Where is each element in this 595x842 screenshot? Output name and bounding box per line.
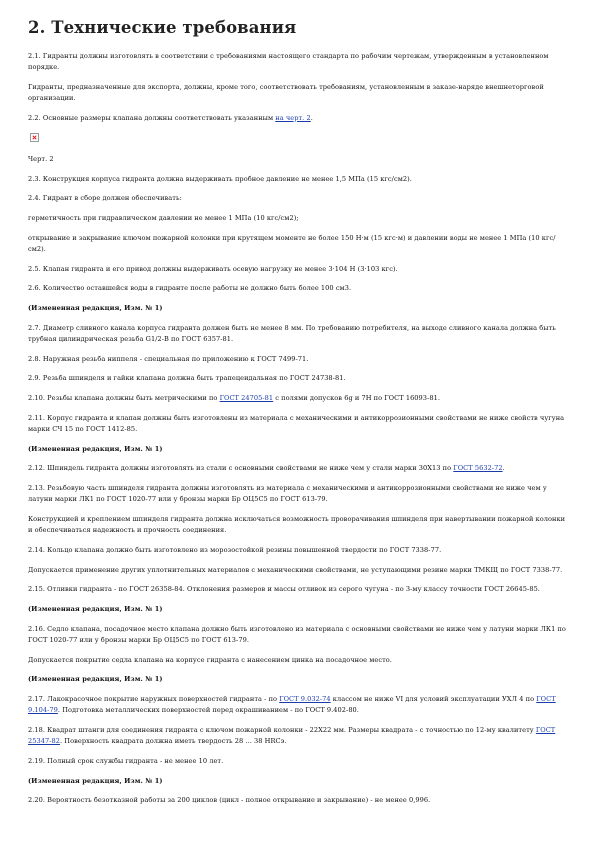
amendment-note: (Измененная редакция, Изм. № 1) [28, 444, 163, 453]
paragraph: 2.15. Отливки гидранта - по ГОСТ 26358-84. Отклонения размеров и массы отливок из серого чугуна - по 3-му классу точности ГОСТ 26645-85. [28, 585, 540, 594]
paragraph: Допускается применение других уплотнительных материалов с механическими свойствами, не уступающими резине марки ТМКЩ по ГОСТ 7338-77. [28, 565, 563, 574]
amendment-note: (Измененная редакция, Изм. № 1) [28, 605, 163, 614]
paragraph: 2.19. Полный срок службы гидранта - не менее 10 лет. [28, 756, 224, 765]
paragraph: 2.11. Корпус гидранта и клапан должны быть изготовлены из материала с механическими и антикоррозионными свойствами не ниже свойств чугуна марки СЧ 15 по ГОСТ 1412-85. [28, 413, 565, 434]
amendment-note: (Измененная редакция, Изм. № 1) [28, 675, 163, 684]
figure-caption: Черт. 2 [28, 155, 54, 164]
gost-link[interactable]: ГОСТ 9.104-79 [28, 695, 556, 715]
paragraph-text: 2.18. Квадрат штанги для соединения гидранта с ключом пожарной колонки - 22Х22 мм. Размеры квадрата - с точностью по 12-му квалитету [28, 726, 536, 735]
paragraph: 2.20. Вероятность безотказной работы за 200 циклов (цикл - полное открывание и закрывание) - не менее 0,996. [28, 796, 431, 805]
gost-link[interactable]: ГОСТ 25347-82 [28, 726, 556, 746]
paragraph [28, 393, 567, 404]
paragraph: Допускается покрытие седла клапана на корпусе гидранта с нанесением цинка на посадочное место. [28, 655, 392, 664]
paragraph: герметичность при гидравлическом давлении не менее 1 МПа (10 кгс/см2); [28, 214, 299, 223]
paragraph-text: 2.10. Резьбы клапана должны быть метрическими по [28, 394, 220, 403]
paragraph: 2.14. Кольцо клапана должно быть изготовлено из морозостойкой резины повышенной твердости по ГОСТ 7338-77. [28, 545, 442, 554]
paragraph: 2.13. Резьбовую часть шпинделя гидранта должны изготовлять из материала с механическими и антикоррозионными свойствами не ниже чем у латуни марки ЛК1 по ГОСТ 1020-77 или у бронзы марки Бр ОЦ5С5 по ГОСТ 613-79. [28, 484, 547, 504]
paragraph-text: . [310, 113, 313, 122]
gost-link[interactable]: ГОСТ 9.032-74 [279, 695, 331, 704]
amendment-note: (Измененная редакция, Изм. № 1) [28, 304, 163, 313]
paragraph [28, 694, 567, 716]
paragraph: 2.6. Количество оставшейся воды в гидранте после работы не должно быть более 100 см3. [28, 284, 352, 293]
paragraph: 2.3. Конструкция корпуса гидранта должна выдерживать пробное давление не менее 1,5 МПа (15 кгс/см2). [28, 174, 412, 183]
paragraph-text: . [502, 464, 505, 473]
broken-image-icon [30, 133, 39, 142]
paragraph: 2.8. Наружная резьба ниппеля - специальная по приложению к ГОСТ 7499-71. [28, 354, 309, 363]
gost-link[interactable]: ГОСТ 5632-72 [453, 464, 503, 473]
paragraph [28, 463, 567, 474]
paragraph: 2.9. Резьба шпинделя и гайки клапана должна быть трапецеидальная по ГОСТ 24738-81. [28, 374, 346, 383]
paragraph-text: 2.12. Шпиндель гидранта должны изготовлять из стали с основными свойствами не ниже чем у стали марки 30Х13 по [28, 464, 454, 473]
paragraph: 2.1. Гидранты должны изготовлять в соответствии с требованиями настоящего стандарта по рабочим чертежам, утвержденным в установленном порядке. [28, 52, 549, 72]
paragraph: 2.5. Клапан гидранта и его привод должны выдерживать осевую нагрузку не менее 3·104 Н (3·103 кгс). [28, 264, 398, 273]
amendment-note: (Измененная редакция, Изм. № 1) [28, 776, 163, 785]
drawing-link[interactable]: на черт. 2 [275, 113, 311, 122]
gost-link[interactable]: ГОСТ 24705-81 [219, 394, 274, 403]
paragraph: 2.16. Седло клапана, посадочное место клапана должно быть изготовлено из материала с основными свойствами не ниже чем у латуни марки ЛК1 по ГОСТ 1020-77 или у бронзы марки Бр ОЦ5С5 по ГОСТ 613-79. [28, 624, 566, 644]
section-title: 2. Технические требования [28, 18, 297, 37]
paragraph: Конструкцией и креплением шпинделя гидранта должна исключаться возможность проворачивания шпинделя при навертывании пожарной колонки и обеспечиваться надежность и прочность соединения. [28, 515, 566, 535]
paragraph: Гидранты, предназначенные для экспорта, должны, кроме того, соответствовать требованиям, установленным в заказе-наряде внешнеторговой организации. [28, 82, 544, 103]
paragraph-text: . Подготовка металлических поверхностей перед окрашиванием - по ГОСТ 9.402-80. [57, 706, 359, 715]
paragraph-text: с полями допусков 6g и 7H по ГОСТ 16093-81. [273, 394, 440, 403]
paragraph-text: 2.2. Основные размеры клапана должны соответствовать указанным [28, 113, 276, 122]
paragraph-text: классом не ниже VI для условий эксплуатации УХЛ 4 по [330, 695, 537, 704]
paragraph: 2.4. Гидрант в сборе должен обеспечивать: [28, 194, 182, 203]
paragraph [28, 113, 567, 124]
paragraph-text: . Поверхность квадрата должна иметь твердость 28 ... 38 HRCэ. [60, 737, 287, 746]
paragraph-text: 2.17. Лакокрасочное покрытие наружных поверхностей гидранта - по [28, 695, 280, 704]
paragraph: 2.7. Диаметр сливного канала корпуса гидранта должен быть не менее 8 мм. По требованию потребителя, на выходе сливного канала должна быть трубная цилиндрическая резьба G1/2-B по ГОСТ 6357-81. [28, 323, 556, 344]
paragraph: открывание и закрывание ключом пожарной колонки при крутящем моменте не более 150 Н·м (15 кгс·м) и давлении воды не менее 1 МПа (10 кгс/см2). [28, 233, 556, 254]
paragraph [28, 725, 567, 747]
